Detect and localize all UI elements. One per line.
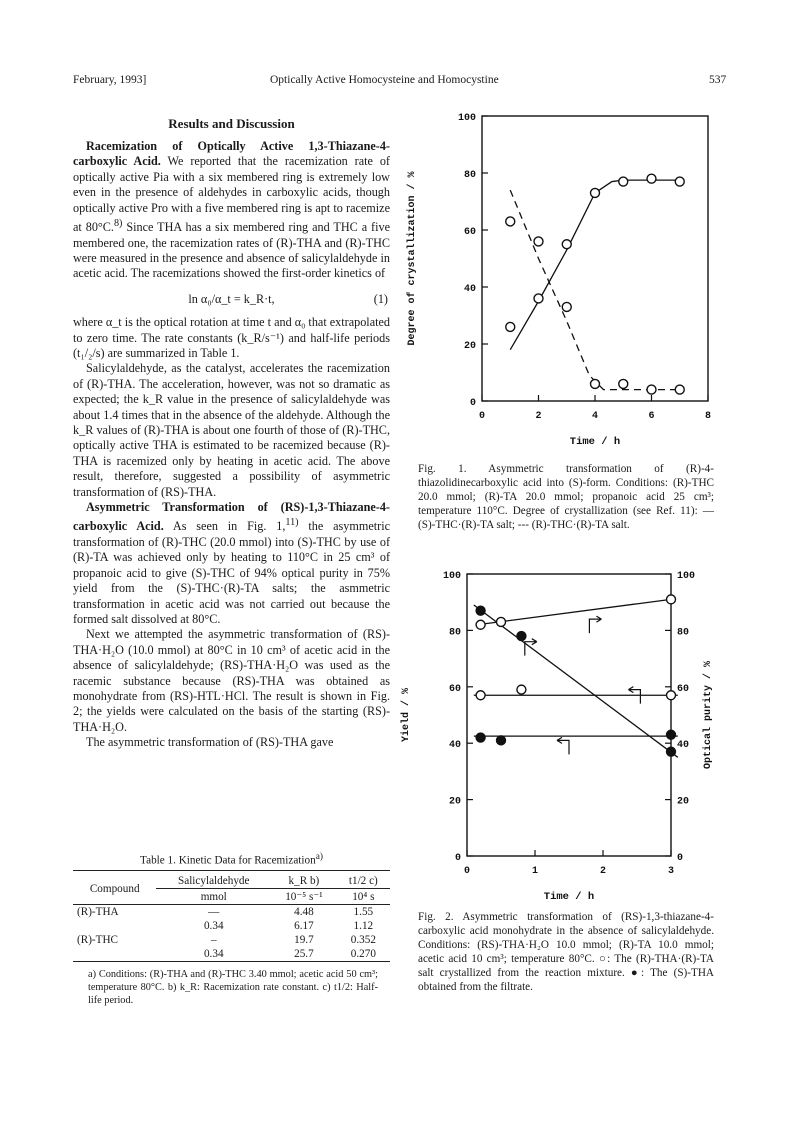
- table-caption: [73, 852, 390, 867]
- y-tick-label: 100: [457, 113, 476, 124]
- open-data-point: [667, 595, 676, 604]
- y-tick-label: 0: [469, 398, 476, 409]
- equation-number: (1): [373, 291, 388, 306]
- figure-1-caption: Fig. 1. Asymmetric transformation of (R)-4-thiazolidinecarboxylic acid into (S)-form. Conditions: (R)-THC 20.0 mmol; (R)-TA 20.0 mmol; propanoic acid 25 cm³; temperature 110°C. Degree of crystallization (see Ref. 11): — (S)-THC·(R)-TA salt; --- (R)-THC·(R)-TA salt.: [418, 463, 714, 531]
- paragraph-racemization: [73, 139, 390, 282]
- table-row: [73, 919, 390, 933]
- table-cell: 19.7: [294, 934, 314, 946]
- table-cell: 6.17: [294, 920, 314, 932]
- filled-data-point: [476, 606, 485, 615]
- open-data-point: [667, 691, 676, 700]
- y-tick-label: 100: [442, 571, 461, 582]
- x-axis-label: Time / h: [543, 891, 595, 903]
- y-tick-label: 20: [463, 341, 476, 352]
- paragraph-heading: Racemization of Optically Active 1,3-Thiazane-4-carboxylic Acid.: [73, 139, 390, 169]
- y-tick-label: 20: [448, 796, 461, 808]
- table-cell: (R)-THA: [77, 906, 119, 918]
- table-cell: 25.7: [294, 948, 314, 960]
- x-tick-label: 1: [531, 866, 539, 877]
- table-cell: 0.34: [203, 948, 224, 960]
- x-tick-label: 0: [478, 411, 486, 422]
- paragraph-salicylaldehyde: Salicylaldehyde, as the catalyst, accelerates the racemization of (R)-THA. The acceleration, however, was not so dramatic as expected; the k_R value in the presence of salicylaldehyde was about 1.4 times that in the absence of the aldehyde. Although the k_R values of (R)-THA is about one fourth of those of (R)-THC, optically active THA is estimated to be racemized because (R)-THA is racemized only by heating in acetic acid. The above result, therefore, suggested a possibility of asymmetric transformation of (RS)-THA.: [73, 361, 390, 499]
- open-data-point: [497, 617, 506, 626]
- table-cell: (R)-THC: [77, 934, 119, 946]
- table-cell: 0.270: [350, 948, 376, 960]
- paragraph-heading: Asymmetric Transformation of (RS)-1,3-Thiazane-4-carboxylic Acid.: [73, 500, 390, 534]
- x-axis-label: Time / h: [569, 436, 621, 448]
- y-tick-label: 60: [463, 227, 476, 238]
- table-header-cell: t1/2 c): [337, 874, 390, 889]
- data-point: [534, 237, 543, 246]
- table-header-cell: Salicylaldehyde: [156, 874, 271, 889]
- open-data-point: [476, 691, 485, 700]
- x-tick-label: 4: [591, 411, 599, 422]
- y-tick-label: 0: [454, 853, 461, 864]
- reference-mark: a): [315, 852, 323, 862]
- x-tick-label: 6: [648, 411, 655, 422]
- table-cell: [73, 947, 156, 962]
- filled-data-point: [667, 730, 676, 739]
- page-number: 537: [709, 74, 727, 86]
- table-cell: 1.55: [353, 906, 374, 918]
- fit-line: [477, 599, 671, 624]
- section-title: Results and Discussion: [168, 116, 295, 131]
- y-tick-label: 80: [448, 627, 461, 639]
- table-cell: 1.12: [353, 920, 374, 932]
- data-point: [647, 174, 656, 183]
- plot-frame: [482, 116, 708, 401]
- data-point: [619, 177, 628, 186]
- table-cell: 0.352: [350, 934, 376, 946]
- reference-mark: 8): [113, 218, 123, 230]
- table-row: [73, 933, 390, 947]
- table-header-cell: k_R b): [271, 874, 337, 889]
- plot-frame: [467, 574, 671, 856]
- table-unit-cell: mmol: [200, 890, 227, 903]
- body-column-left: [73, 139, 390, 751]
- data-point: [591, 379, 600, 388]
- equation: [73, 292, 390, 307]
- running-header-title: Optically Active Homocysteine and Homocystine: [270, 74, 499, 86]
- table-unit-cell: 10⁴ s: [352, 890, 375, 903]
- filled-data-point: [476, 733, 485, 742]
- data-point: [675, 177, 684, 186]
- x-tick-label: 0: [463, 866, 471, 877]
- data-point: [562, 240, 571, 249]
- paragraph-text: As seen in Fig. 1,: [172, 519, 286, 534]
- y-axis-label: Degree of crystallization / %: [407, 171, 418, 346]
- axis-pointer-arrow: [557, 737, 569, 754]
- y2-tick-label: 80: [677, 627, 690, 639]
- paragraph-continuation: The asymmetric transformation of (RS)-THA gave: [86, 735, 334, 750]
- paragraph-asymmetric: [73, 500, 390, 627]
- table-header-row: [73, 874, 390, 889]
- y2-axis-label: Optical purity / %: [703, 660, 714, 770]
- data-point: [506, 217, 515, 226]
- table-rule-top: [73, 870, 390, 871]
- y2-tick-label: 0: [677, 853, 684, 864]
- x-tick-label: 2: [599, 866, 607, 877]
- y-tick-label: 40: [463, 284, 476, 295]
- y-tick-label: 40: [448, 740, 461, 752]
- figure-1-chart: [400, 104, 720, 454]
- filled-data-point: [667, 747, 676, 756]
- table-row: [73, 947, 390, 962]
- data-point: [619, 379, 628, 388]
- table-unit-cell: 10⁻⁵ s⁻¹: [285, 891, 323, 903]
- data-point: [591, 188, 600, 197]
- y2-tick-label: 100: [677, 571, 696, 582]
- x-tick-label: 2: [535, 411, 542, 422]
- paragraph-rate-constants: where α_t is the optical rotation at time t and α₀ that extrapolated to zero time. The rate constants (k_R/s⁻¹) and half-life periods (t₁/₂/s) are summarized in Table 1.: [73, 315, 390, 360]
- reference-mark: 11): [285, 517, 299, 529]
- table-cell: [73, 919, 156, 933]
- figure-2-caption: Fig. 2. Asymmetric transformation of (RS)-1,3-thiazane-4-carboxylic acid monohydrate in the absence of salicylaldehyde. Conditions: (RS)-THA·H₂O 10.0 mmol; (R)-TA 10.0 mmol; acetic acid 10 cm³; temperature 80°C. ○: The (R)-THA·(R)-TA salt crystallized from the reaction mixture. ●: The (S)-THA obtained from the filtrate.: [418, 911, 714, 993]
- table-cell: 4.48: [294, 906, 314, 918]
- data-point: [647, 385, 656, 394]
- fit-line: [474, 605, 678, 757]
- y-tick-label: 80: [463, 170, 476, 181]
- paragraph-text: We reported that the racemization rate of optically active Pia with a six membered ring is extremely low even in the presence of aldehydes in carboxylic acids, though optically active Pro with a five membered ring is apt to racemize at 80°C.: [73, 154, 390, 235]
- data-point: [534, 294, 543, 303]
- table-cell: —: [208, 906, 220, 918]
- open-data-point: [476, 620, 485, 629]
- figure-2-chart: [400, 560, 720, 910]
- table-cell: –: [210, 934, 217, 946]
- solid-curve: [510, 180, 680, 350]
- dashed-curve: [510, 190, 680, 390]
- y-tick-label: 60: [448, 683, 461, 695]
- paragraph-text: Since THA has a six membered ring and THC a five membered one, the racemization rates of (R)-THA and (R)-THC were measured in the presence and absence of salicylaldehyde in acetic acid. The racemizations showed the first-order kinetics of: [73, 220, 390, 281]
- axis-pointer-arrow: [589, 616, 601, 633]
- equation-text: ln α₀/α_t = k_R·t,: [188, 291, 275, 306]
- table-header-cell: Compound: [89, 883, 140, 895]
- paragraph-next-attempt: Next we attempted the asymmetric transformation of (RS)-THA·H₂O (10.0 mmol) at 80°C in 10 cm³ of acetic acid in the absence of salicylaldehyde; (RS)-THA·H₂O was used as the racemic substance because (RS)-THA was obtained as monohydrate from (RS)-HTL·HCl. The result is shown in Fig. 2; the yields were calculated on the basis of the starting (RS)-THA·H₂O.: [73, 627, 390, 734]
- data-point: [675, 385, 684, 394]
- kinetic-data-table: [73, 874, 390, 962]
- x-tick-label: 3: [667, 866, 675, 877]
- filled-data-point: [517, 632, 526, 641]
- data-point: [562, 302, 571, 311]
- y2-tick-label: 20: [677, 796, 690, 808]
- table-row: [73, 905, 390, 920]
- running-header-left: February, 1993]: [73, 74, 147, 86]
- y2-tick-label: 60: [677, 683, 690, 695]
- table-footnote: a) Conditions: (R)-THA and (R)-THC 3.40 mmol; acetic acid 50 cm³; temperature 80°C. b) k_R: Racemization rate constant. c) t1/2: Half-life period.: [88, 969, 378, 1006]
- y-axis-label: Yield / %: [401, 687, 412, 743]
- x-tick-label: 8: [704, 411, 712, 422]
- paragraph-text: the asymmetric transformation of (R)-THC (20.0 mmol) into (S)-THC by use of (R)-TA was achieved only by heating to 110°C in 25 cm³ of propanoic acid to give (S)-THC of 94% optical purity in 75% yield from the (S)-THC·(R)-TA salts; the asmmetric transformation in acetic acid was not carried out because the formed salt dissolved at 80°C.: [73, 519, 391, 626]
- table-cell: 0.34: [203, 920, 224, 932]
- data-point: [506, 322, 515, 331]
- filled-data-point: [497, 736, 506, 745]
- table-caption-text: Table 1. Kinetic Data for Racemization: [140, 854, 316, 867]
- open-data-point: [517, 685, 526, 694]
- y2-tick-label: 40: [677, 740, 690, 752]
